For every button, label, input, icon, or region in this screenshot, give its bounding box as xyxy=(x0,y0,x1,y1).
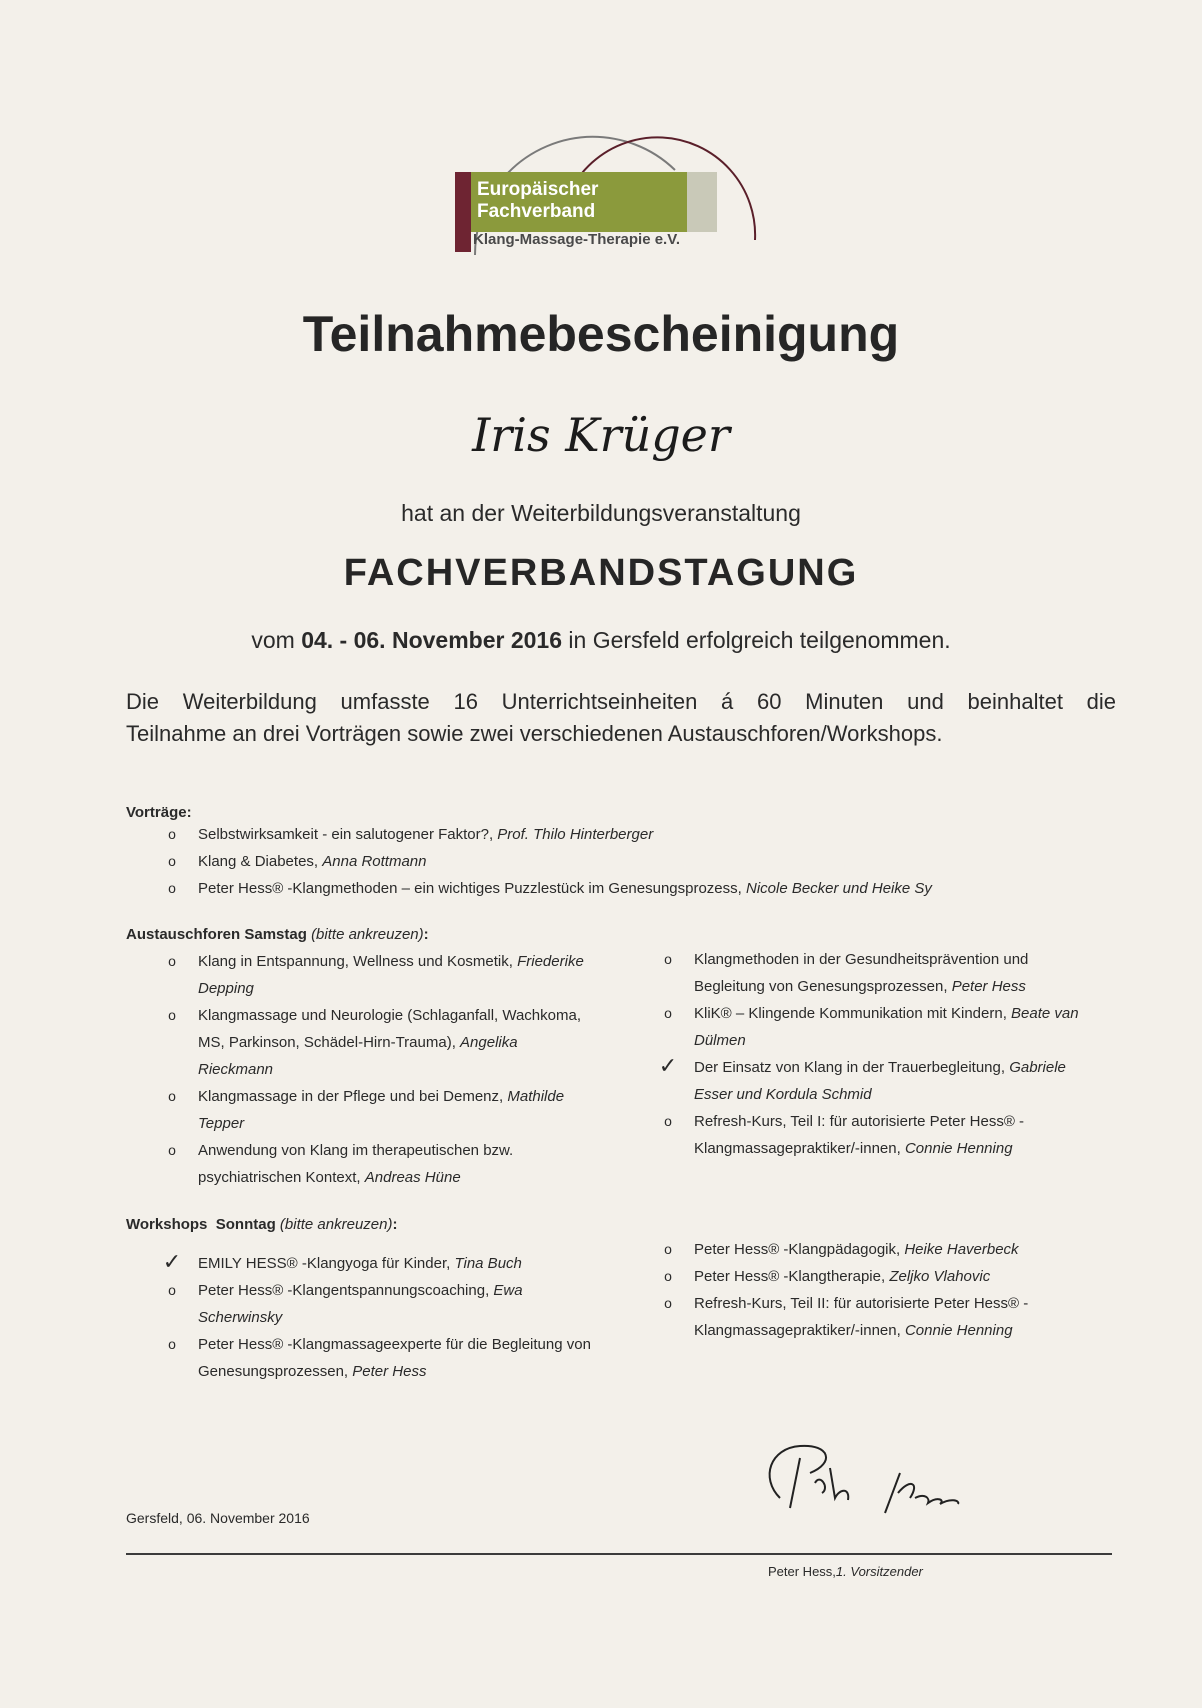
vortraege-item xyxy=(126,821,1116,848)
bullet-icon: o xyxy=(168,880,176,896)
place-date: Gersfeld, 06. November 2016 xyxy=(126,1510,310,1526)
ws-right-text: Refresh-Kurs, Teil II: für autorisierte Peter Hess® -Klangmassagepraktiker/-innen, xyxy=(694,1295,1029,1339)
vortraege-text: Klang & Diabetes, xyxy=(198,853,323,870)
vortraege-author: Prof. Thilo Hinterberger xyxy=(497,826,654,843)
ws-right-item xyxy=(622,1263,1092,1290)
af-left-item xyxy=(126,1002,596,1083)
bullet-icon: o xyxy=(168,1336,176,1352)
af-left-item xyxy=(126,1137,596,1191)
af-left-text: Anwendung von Klang im therapeutischen bzw. psychiatrischen Kontext, xyxy=(198,1142,514,1186)
vortraege-text: Peter Hess® -Klangmethoden – ein wichtiges Puzzlestück im Genesungsprozess, xyxy=(198,880,746,897)
participant-name: Iris Krüger xyxy=(472,408,730,462)
austauschforen-note: (bitte ankreuzen) xyxy=(311,926,424,943)
af-left-text: Klangmassage und Neurologie (Schlaganfall, Wachkoma, MS, Parkinson, Schädel-Hirn-Trauma), xyxy=(198,1007,581,1051)
af-left-author: Mathilde Tepper xyxy=(198,1088,565,1132)
af-right-text: KliK® – Klingende Kommunikation mit Kindern, xyxy=(694,1005,1012,1022)
af-right-text: Klangmethoden in der Gesundheitsprävention und Begleitung von Genesungsprozessen, xyxy=(694,951,1029,995)
workshops-heading xyxy=(126,1216,1116,1233)
austauschforen-heading xyxy=(126,926,1116,943)
logo-line2: Fachverband xyxy=(477,201,596,222)
logo-graphic xyxy=(455,130,775,270)
bullet-icon: o xyxy=(168,1282,176,1298)
ws-right-item xyxy=(622,1290,1092,1344)
vortraege-heading: Vorträge: xyxy=(126,804,192,821)
logo-maroon-band xyxy=(455,172,471,252)
checkmark-icon: ✓ xyxy=(162,1249,182,1274)
signature-rule xyxy=(126,1553,1112,1555)
vortraege-text: Selbstwirksamkeit - ein salutogener Faktor?, xyxy=(198,826,498,843)
ws-right-author: Heike Haverbeck xyxy=(904,1241,1019,1258)
workshops-right xyxy=(622,1236,1092,1344)
af-left-text: Klangmassage in der Pflege und bei Demenz, xyxy=(198,1088,508,1105)
af-right-author: Peter Hess xyxy=(951,978,1026,995)
ws-left-author: Tina Buch xyxy=(454,1255,522,1272)
dates-line xyxy=(0,627,1202,654)
vortraege-item xyxy=(126,875,1116,902)
af-right-item xyxy=(622,1000,1092,1054)
workshops-left xyxy=(126,1250,596,1385)
bullet-icon: o xyxy=(168,1088,176,1104)
af-right-item xyxy=(622,1054,1092,1108)
description xyxy=(126,686,1116,750)
intro-text: hat an der Weiterbildungsveranstaltung xyxy=(401,500,801,526)
event-name: FACHVERBANDSTAGUNG xyxy=(343,552,859,594)
signature-graphic xyxy=(760,1438,980,1518)
ws-right-item xyxy=(622,1236,1092,1263)
description-line1: Die Weiterbildung umfasste 16 Unterrichtseinheiten á 60 Minuten und beinhaltet die xyxy=(126,689,1116,714)
vortraege-author: Anna Rottmann xyxy=(322,853,427,870)
description-line2: Teilnahme an drei Vorträgen sowie zwei verschiedenen Austauschforen/Workshops. xyxy=(126,721,943,746)
af-left-text: Klang in Entspannung, Wellness und Kosmetik, xyxy=(198,953,518,970)
austauschforen-colon: : xyxy=(423,926,429,943)
af-left-author: Andreas Hüne xyxy=(364,1169,461,1186)
dates-prefix: vom xyxy=(251,627,302,653)
af-right-item xyxy=(622,946,1092,1000)
af-right-author: Gabriele Esser und Kordula Schmid xyxy=(694,1059,1066,1103)
bullet-icon: o xyxy=(664,951,672,967)
ws-left-item xyxy=(126,1331,596,1385)
ws-left-item xyxy=(126,1250,596,1277)
af-left-item xyxy=(126,948,596,1002)
vortraege-list xyxy=(126,821,1116,902)
ws-left-item xyxy=(126,1277,596,1331)
workshops-colon: : xyxy=(392,1216,398,1233)
signature xyxy=(760,1438,980,1518)
af-left-item xyxy=(126,1083,596,1137)
workshops-heading-text: Workshops Sonntag xyxy=(126,1216,276,1233)
ws-right-text: Peter Hess® -Klangtherapie, xyxy=(694,1268,890,1285)
af-right-author: Beate van Dülmen xyxy=(694,1005,1079,1049)
logo-line3: Klang-Massage-Therapie e.V. xyxy=(473,231,681,248)
austauschforen-section xyxy=(126,926,1116,943)
ws-left-text: Peter Hess® -Klangmassageexperte für die Begleitung von Genesungsprozessen, xyxy=(198,1336,591,1380)
vortraege-section xyxy=(126,804,1116,902)
af-right-item xyxy=(622,1108,1092,1162)
ws-right-author: Connie Henning xyxy=(904,1322,1013,1339)
ws-left-text: Peter Hess® -Klangentspannungscoaching, xyxy=(198,1282,494,1299)
austauschforen-right xyxy=(622,946,1092,1162)
bullet-icon: o xyxy=(664,1113,672,1129)
bullet-icon: o xyxy=(168,853,176,869)
event-dates: 04. - 06. November 2016 xyxy=(301,627,563,653)
ws-left-text: EMILY HESS® -Klangyoga für Kinder, xyxy=(198,1255,455,1272)
dates-suffix: in Gersfeld erfolgreich teilgenommen. xyxy=(562,627,951,653)
signer-role: 1. Vorsitzender xyxy=(835,1564,923,1579)
bullet-icon: o xyxy=(168,1007,176,1023)
ws-left-author: Peter Hess xyxy=(352,1363,427,1380)
association-logo xyxy=(455,130,775,270)
bullet-icon: o xyxy=(664,1241,672,1257)
workshops-note: (bitte ankreuzen) xyxy=(279,1216,393,1233)
ws-right-text: Peter Hess® -Klangpädagogik, xyxy=(694,1241,905,1258)
logo-line1: Europäischer xyxy=(477,179,599,200)
bullet-icon: o xyxy=(664,1295,672,1311)
austauschforen-heading-text: Austauschforen Samstag xyxy=(126,926,307,943)
bullet-icon: o xyxy=(168,1142,176,1158)
certificate-title: Teilnahmebescheinigung xyxy=(302,306,900,362)
af-left-author: Friederike Depping xyxy=(198,953,584,997)
ws-left-author: Ewa Scherwinsky xyxy=(198,1282,523,1326)
ws-right-author: Zeljko Vlahovic xyxy=(889,1268,991,1285)
bullet-icon: o xyxy=(168,826,176,842)
bullet-icon: o xyxy=(664,1005,672,1021)
bullet-icon: o xyxy=(168,953,176,969)
af-right-author: Connie Henning xyxy=(904,1140,1013,1157)
af-left-author: Angelika Rieckmann xyxy=(198,1034,518,1078)
vortraege-item xyxy=(126,848,1116,875)
af-right-text: Refresh-Kurs, Teil I: für autorisierte Peter Hess® -Klangmassagepraktiker/-innen, xyxy=(694,1113,1025,1157)
af-right-text: Der Einsatz von Klang in der Trauerbegleitung, xyxy=(694,1059,1010,1076)
vortraege-author: Nicole Becker und Heike Sy xyxy=(745,880,932,897)
signer-label xyxy=(768,1564,923,1579)
signer-name: Peter Hess, xyxy=(768,1564,836,1579)
checkmark-icon: ✓ xyxy=(658,1053,678,1078)
austauschforen-left xyxy=(126,948,596,1191)
bullet-icon: o xyxy=(664,1268,672,1284)
workshops-section xyxy=(126,1216,1116,1233)
